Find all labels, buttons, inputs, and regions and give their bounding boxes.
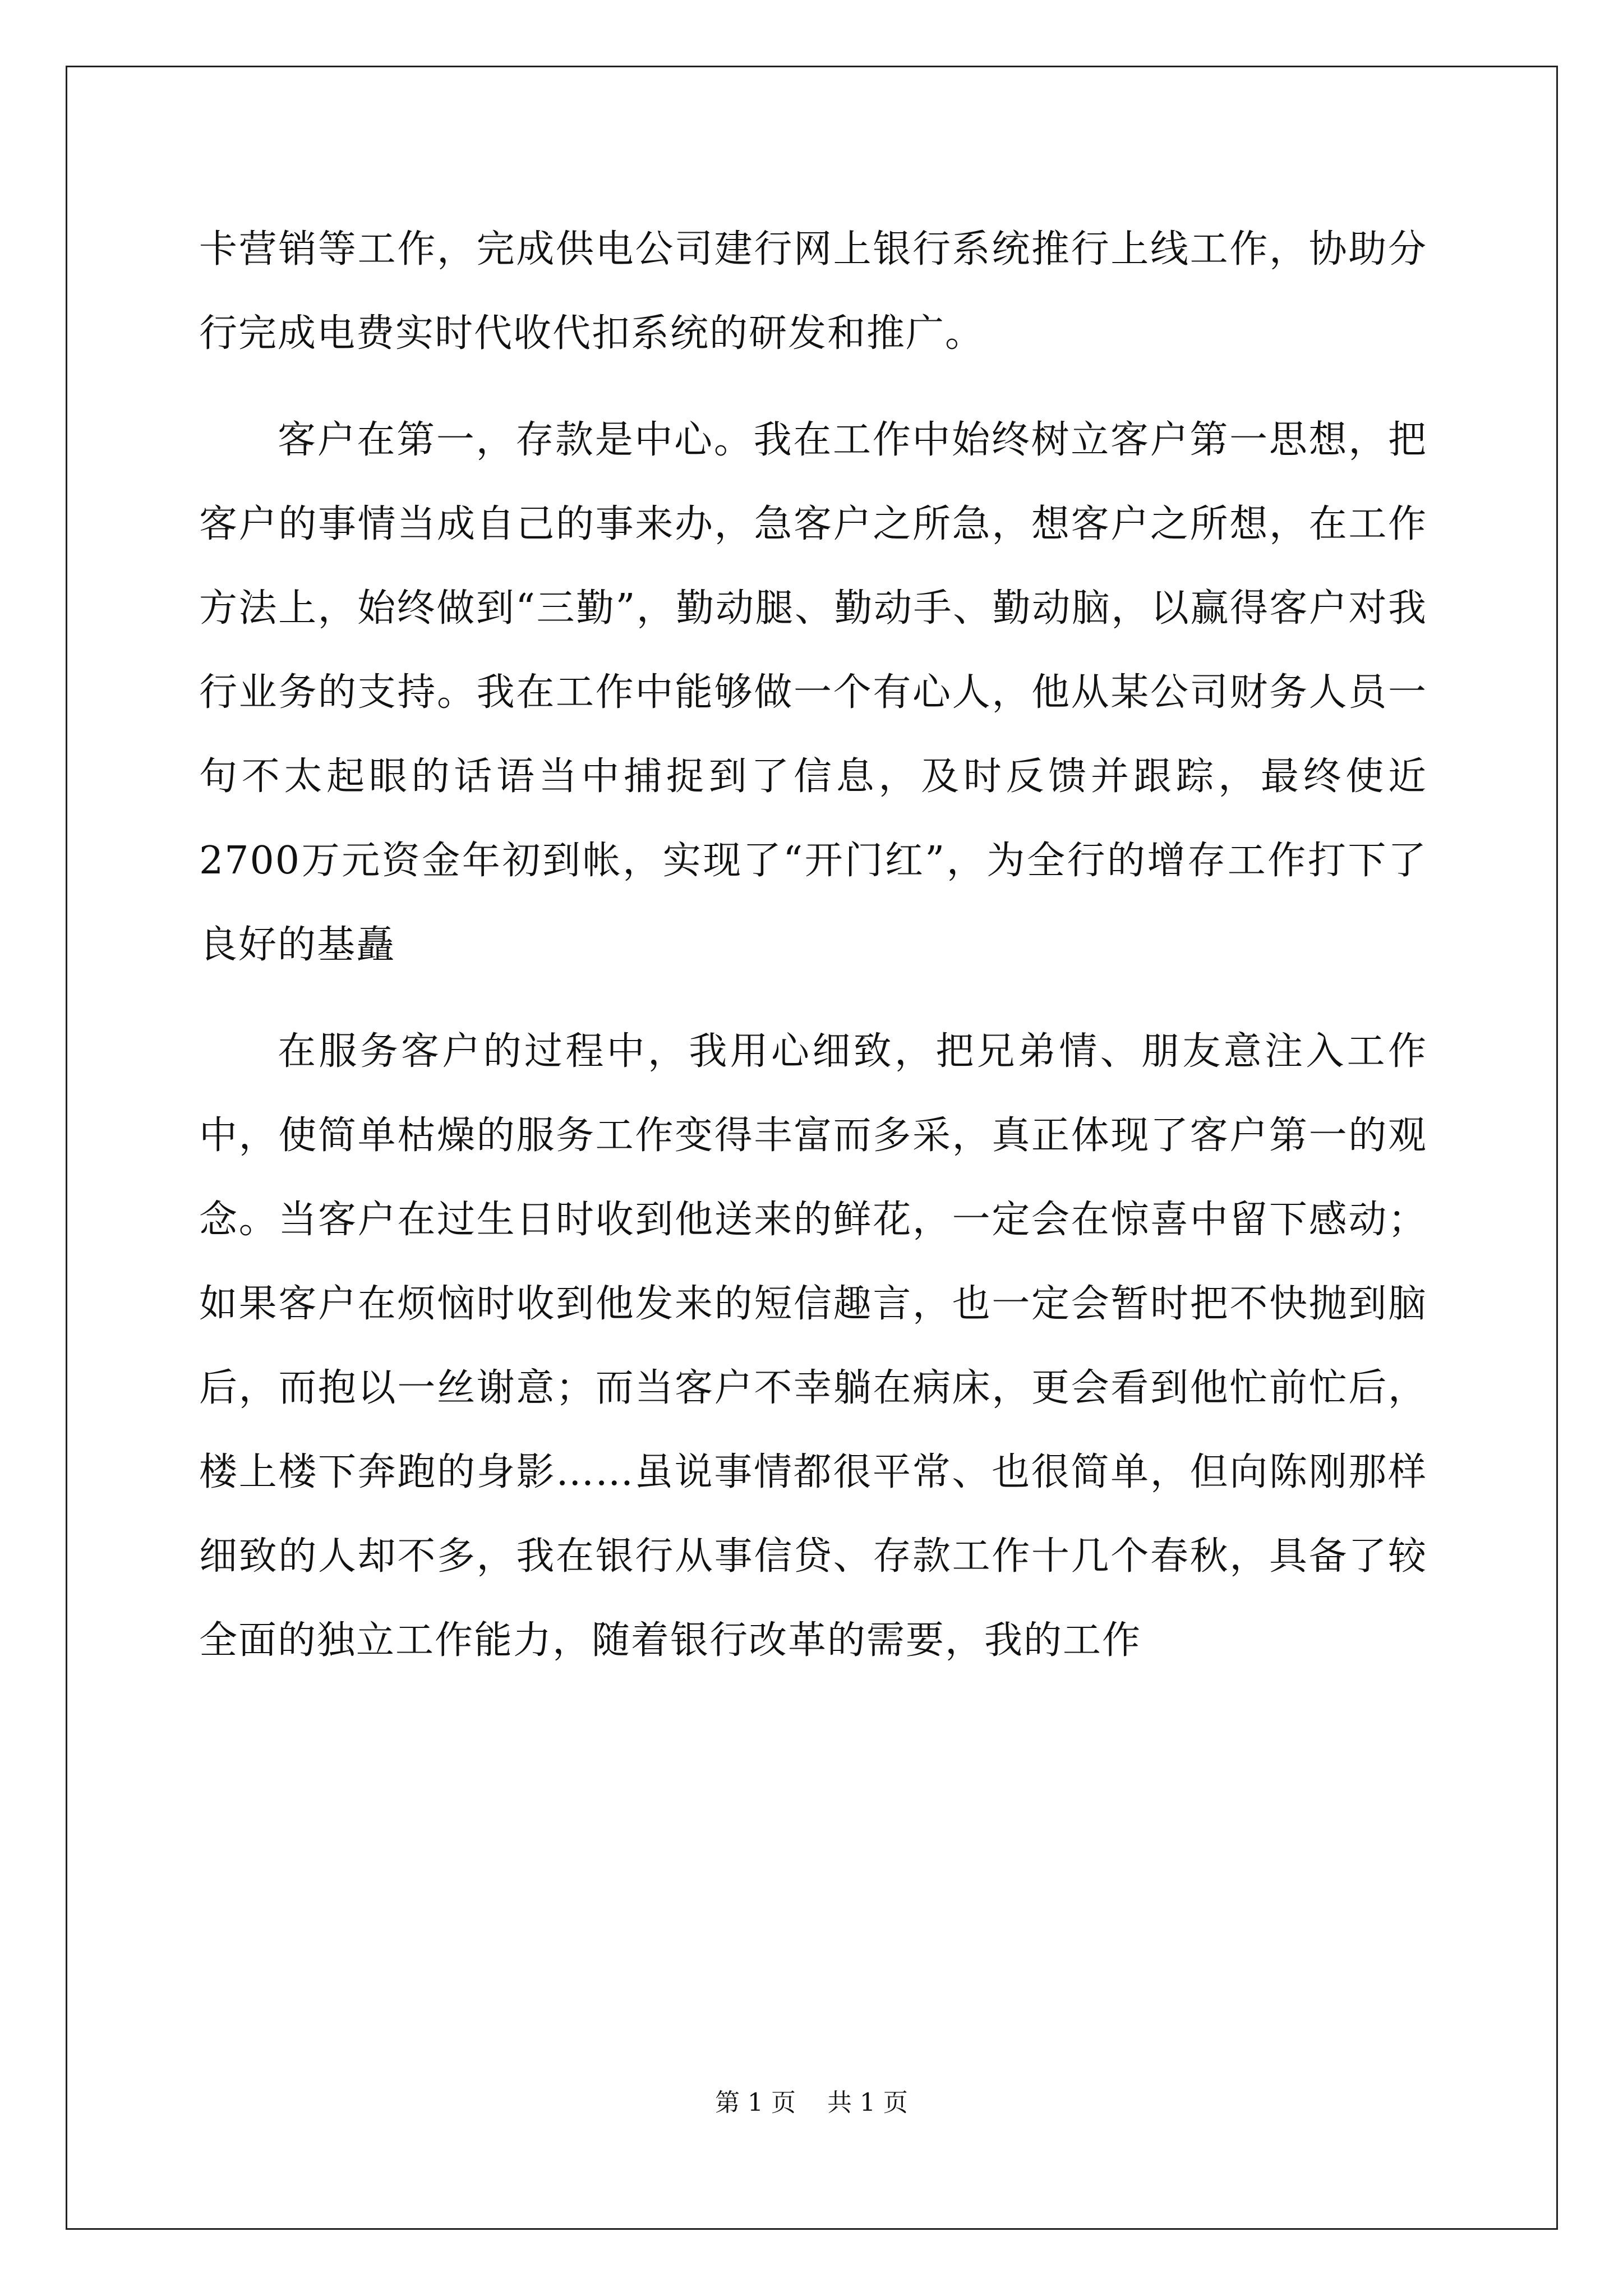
- page-footer: [0, 2082, 1623, 2118]
- page-number: 第 1 页: [715, 2088, 796, 2117]
- page-total: 共 1 页: [827, 2088, 908, 2117]
- paragraph-2: 客户在第一，存款是中心。我在工作中始终树立客户第一思想，把客户的事情当成自己的事来办，急客户之所急，想客户之所想，在工作方法上，始终做到“三勤”，勤动腿、勤动手、勤动脑，以赢得客户对我行业务的支持。我在工作中能够做一个有心人，他从某公司财务人员一句不太起眼的话语当中捕捉到了信息，及时反馈并跟踪，最终使近2700万元资金年初到帐，实现了“开门红”，为全行的增存工作打下了良好的基矗: [199, 418, 1427, 967]
- document-body: [199, 208, 1427, 1683]
- paragraph-3: 在服务客户的过程中，我用心细致，把兄弟情、朋友意注入工作中，使简单枯燥的服务工作变得丰富而多采，真正体现了客户第一的观念。当客户在过生日时收到他送来的鲜花，一定会在惊喜中留下感动；如果客户在烦恼时收到他发来的短信趣言，也一定会暂时把不快抛到脑后，而抱以一丝谢意；而当客户不幸躺在病床，更会看到他忙前忙后，楼上楼下奔跑的身影……虽说事情都很平常、也很简单，但向陈刚那样细致的人却不多，我在银行从事信贷、存款工作十几个春秋，具备了较全面的独立工作能力，随着银行改革的需要，我的工作: [199, 1029, 1427, 1663]
- paragraph-1: 卡营销等工作，完成供电公司建行网上银行系统推行上线工作，协助分行完成电费实时代收代扣系统的研发和推广。: [199, 227, 1427, 356]
